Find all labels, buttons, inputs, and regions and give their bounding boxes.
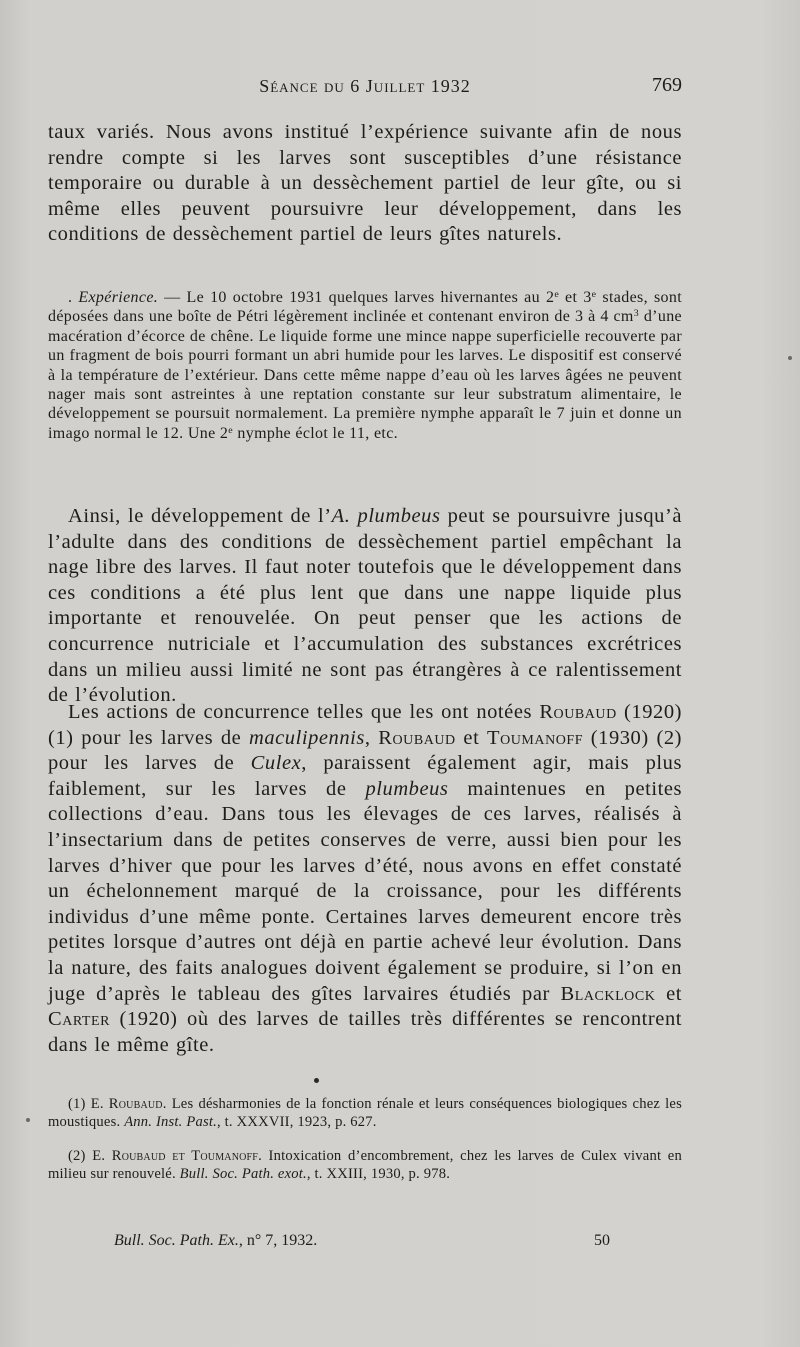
p4-species-3: plumbeus — [365, 777, 449, 800]
paragraph-experience — [48, 288, 682, 443]
p4-text-8: et — [655, 982, 682, 1005]
p4-text-6: , paraissent également agir, mais plus faiblement, sur les larves de — [48, 752, 682, 800]
footnote-2-author: E. Roubaud et Toumanoff. — [92, 1148, 262, 1164]
experience-sup-1: e — [554, 289, 560, 301]
footnote-1-mark: (1) — [68, 1096, 91, 1112]
page-footer — [48, 1232, 682, 1254]
footnote-1-author: E. Roubaud. — [90, 1096, 167, 1112]
p4-text-2: (1920) (1) pour les larves de — [48, 701, 682, 749]
p4-author-3: Toumanoff — [487, 726, 584, 749]
experience-sup-2: e — [591, 289, 597, 301]
footnote-1-text: Les désharmonies de la fonction rénale et leurs conséquences biologiques chez les moustiques. — [48, 1096, 682, 1130]
footer-citation — [114, 1232, 317, 1250]
p4-author-5: Carter — [48, 1008, 111, 1031]
p4-text-5: (1930) (2) pour les larves de — [48, 726, 682, 775]
footnote-1-ref: , t. XXXVII, 1923, p. 627. — [216, 1113, 377, 1130]
experience-text-c: stades, sont déposées dans une boîte de Pétri légèrement inclinée et contenant environ de 3 à 4 cm — [48, 289, 683, 326]
footnote-2-ref: , t. XXIII, 1930, p. 978. — [306, 1165, 451, 1182]
paragraph-concurrence — [48, 700, 682, 1058]
page-number: 769 — [652, 74, 682, 96]
p4-species-1: maculipennis — [248, 726, 365, 749]
running-title: Séance du 6 Juillet 1932 — [259, 76, 471, 96]
experience-text-d: d’une macération d’écorce de chêne. Le liquide forme une mince nappe superficielle recouverte par un fragment de bois pourri formant un abri humide pour les larves. Le dispositif est conservé à la température de l’extérieur. Dans cette même nappe d’eau où les larves âgées ne peuvent nager mais sont astreintes à une reptation constante sur leur substratum alimentaire, le développement se poursuit normalement. La première nymphe apparaît le 7 juin et donne un imago normal le 12. Une 2 — [48, 308, 683, 442]
experience-text-e: nymphe éclot le 11, etc. — [233, 424, 399, 442]
footnote-1-journal: Ann. Inst. Past. — [124, 1113, 217, 1130]
p3-species: A. plumbeus — [331, 505, 441, 527]
footnote-1 — [48, 1096, 682, 1131]
p3-text-start: Ainsi, le développement de l’ — [68, 505, 332, 527]
p4-author-2: Roubaud — [378, 726, 456, 749]
p4-text-1: Les actions de concurrence telles que les ont notées — [68, 701, 540, 723]
footnote-2 — [48, 1148, 682, 1183]
footnote-separator-dot — [314, 1078, 319, 1083]
margin-speck — [788, 356, 792, 360]
p4-author-4: Blacklock — [560, 982, 656, 1005]
p4-text-3: , — [364, 726, 379, 749]
footer-issue: , n° 7, 1932. — [238, 1232, 318, 1249]
sheet-number: 50 — [594, 1232, 610, 1249]
p3-text-rest: peut se poursuivre jusqu’à l’adulte dans des conditions de dessèchement partiel empêchant la nage libre des larves. Il faut noter toutefois que le développement dans ces conditions a été plus lent que dans une nappe liquide plus importante et renouvelée. On peut penser que les actions de concurrence nutriciale et l’accumulation des substances excrétrices dans un milieu aussi limité ne sont pas étrangères à ce ralentissement de l’évolution. — [48, 505, 682, 707]
p4-author-1: Roubaud — [539, 701, 617, 723]
experience-text-b: et 3 — [559, 289, 592, 306]
margin-speck — [26, 1118, 30, 1122]
p4-text-4: et — [455, 726, 488, 749]
p4-species-2: Culex — [250, 752, 302, 775]
paragraph-ainsi — [48, 504, 682, 709]
experience-label: Expérience. — [78, 289, 159, 306]
experience-sup-4: e — [228, 424, 234, 436]
p4-text-7: maintenues en petites collections d’eau. Dans tous les élevages de ces larves, réalisés à l’insectarium dans de petites conserves de verre, aussi bien pour les larves d’hiver que pour les larves d’été, nous avons en effet constaté un échelonnement marqué de la croissance, pour les différents individus d’une même ponte. Certaines larves demeurent encore très petites lorsque d’autres ont déjà en partie achevé leur évolution. Dans la nature, des faits analogues doivent également se produire, si l’on en juge d’après le tableau des gîtes larvaires étudiés par — [48, 777, 683, 1005]
paragraph-continuation: taux variés. Nous avons institué l’expérience suivante afin de nous rendre compte si les larves sont susceptibles d’une résistance temporaire ou durable à un dessèchement partiel de leur gîte, ou si même elles peuvent poursuivre leur développement, dans les conditions de dessèchement partiel de leurs gîtes naturels. — [48, 121, 682, 246]
footnote-2-mark: (2) — [68, 1148, 93, 1164]
experience-lead: . — [68, 289, 79, 306]
footnote-2-journal: Bull. Soc. Path. exot. — [179, 1165, 307, 1182]
p4-text-9: (1920) où des larves de tailles très différentes se rencontrent dans le même gîte. — [48, 1008, 682, 1056]
experience-text-a: — Le 10 octobre 1931 quelques larves hivernantes au 2 — [158, 289, 555, 306]
page-header — [48, 72, 682, 102]
footnote-2-text: Intoxication d’encombrement, chez les larves de Culex vivant en milieu sur renouvelé. — [48, 1148, 682, 1182]
footer-journal: Bull. Soc. Path. Ex. — [114, 1232, 239, 1249]
experience-sup-3: 3 — [633, 308, 640, 320]
